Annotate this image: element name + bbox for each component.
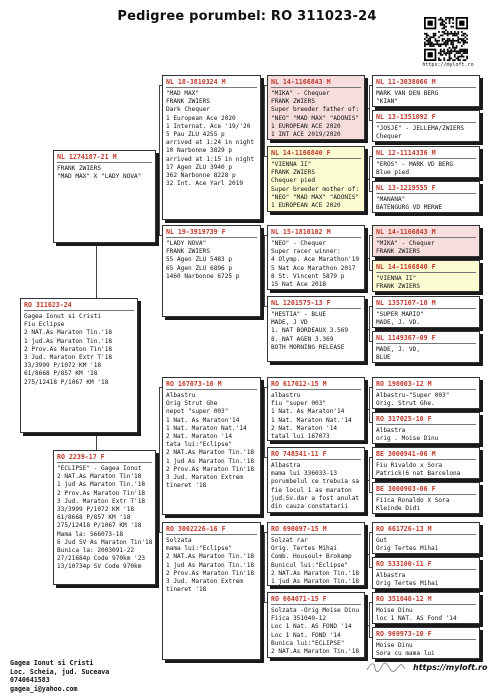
- ring-number: RO 748541-11 F: [271, 450, 327, 458]
- card-line: Orig Tertes Mihai: [376, 580, 439, 588]
- pedigree-card-dd: [162, 522, 261, 660]
- card-line: Albastra: [376, 572, 406, 579]
- ring-number: NL 14-1166840 F: [376, 263, 436, 271]
- connector-line: [369, 457, 370, 492]
- ring-number: NL 13-1351092 F: [376, 113, 436, 121]
- ring-number: RO 661726-13 M: [376, 525, 432, 533]
- card-line: 15 Nat Ace 2018: [271, 281, 327, 289]
- pedigree-card-g3: [372, 146, 480, 178]
- card-line: 1 Nat. As Maraton'14: [166, 416, 240, 424]
- ring-number: RO 2239-17 F: [57, 453, 105, 461]
- card-line: orig . Moise Dinu: [376, 435, 439, 443]
- card-line: FRANK ZWIERS: [57, 165, 102, 172]
- card-line: Kleinde Didi: [376, 505, 421, 513]
- card-line: 2 Nat. Maraton '14: [166, 433, 233, 441]
- card-line: Fiu Rivaldo x Sora: [376, 462, 443, 469]
- card-divider: [271, 308, 361, 309]
- pedigree-card-dds: [267, 522, 365, 586]
- card-divider: [376, 343, 476, 344]
- pedigree-card-sds: [267, 225, 365, 290]
- card-line: MARK VAN DEN BERG: [376, 90, 439, 97]
- card-line: Bunica la: 2003091-22: [57, 547, 135, 555]
- card-line: 1460 Narbonne 6725 p: [166, 272, 240, 280]
- ring-number: RO 3002226-16 F: [166, 525, 226, 533]
- card-line: 5 Pau ZLU 4255 p: [166, 131, 225, 139]
- card-line: "NEO" - Chequer: [271, 240, 327, 247]
- breeder-name: Gagea Ionut si Cristi: [10, 659, 94, 667]
- card-line: 2 NAT.As Maraton Tin.'18: [24, 329, 113, 337]
- connector-line: [369, 387, 370, 422]
- card-line: Mama la: 566073-18: [57, 530, 124, 538]
- card-line: 2 Prov.As Maraton Tin'18: [24, 345, 113, 353]
- card-line: Fiica 351040-12: [271, 615, 327, 623]
- card-line: porumbelul ce trebuia sa: [271, 478, 360, 486]
- ring-number: NL 14-1166843 M: [271, 78, 331, 86]
- card-line: BOTH MORNING RELEASE: [271, 343, 345, 351]
- card-divider: [376, 272, 476, 273]
- card-line: "NEO" "MAD MAX" "ADONIS": [271, 114, 360, 122]
- card-line: 1 jud As Maraton Tin.'18: [166, 561, 255, 569]
- card-line: Patrick(6 nat Barcelona: [376, 470, 461, 478]
- connector-line: [264, 85, 265, 156]
- card-line: 4 Olymp. Ace Marathon'19: [271, 256, 360, 264]
- card-line: 2 NAT.As Maraton Tin.'18: [271, 648, 360, 656]
- card-line: arrived at 1:24 in night: [166, 139, 255, 147]
- ring-number: NL 12-1114336 M: [376, 149, 436, 157]
- ring-number: RO 617012-15 M: [271, 380, 327, 388]
- card-line: "MIKA" - Chequer: [271, 90, 330, 97]
- qr-code-url: https://myloft.ro: [422, 62, 474, 68]
- card-divider: [57, 162, 152, 163]
- card-line: FRANK ZWIERS: [166, 248, 211, 256]
- ring-number: BE 3000903-06 F: [376, 485, 436, 493]
- card-divider: [166, 389, 257, 390]
- card-line: Orig. Strut Ghe.: [376, 400, 435, 408]
- card-line: jud.Sv.dar a fost anulat: [271, 494, 360, 502]
- ring-number: NL 1357107-10 M: [376, 299, 436, 307]
- connector-line: [264, 532, 265, 602]
- card-line: Solzata -Orig Moise Dinu: [271, 607, 360, 614]
- card-divider: [271, 389, 361, 390]
- connector-line: [369, 85, 370, 120]
- card-line: mama lui:"Eclipse": [166, 545, 233, 553]
- card-divider: [57, 462, 152, 463]
- card-divider: [271, 158, 361, 159]
- breeder-phone: 0740641583: [10, 676, 50, 684]
- card-line: MADE, J VD: [271, 319, 308, 327]
- pedigree-card-g12: [372, 482, 480, 514]
- card-line: Super racer winner:: [271, 248, 341, 256]
- card-line: tineret '18: [166, 586, 207, 594]
- ring-number: NL 14-1166843 M: [376, 228, 436, 236]
- card-divider: [271, 237, 361, 238]
- card-line: din cauza constatarii: [271, 503, 349, 511]
- connector-line: [264, 235, 265, 306]
- card-divider: [271, 87, 361, 88]
- card-line: Moise Dinu: [376, 607, 413, 614]
- card-divider: [271, 604, 361, 605]
- card-divider: [271, 534, 361, 535]
- breeder-email: gagea_i@yahoo.com: [10, 684, 78, 693]
- card-line: Gagea Ionut si Cristi: [24, 313, 102, 320]
- ring-number: BE 3000941-06 M: [376, 450, 436, 458]
- card-line: Dark Chequer: [166, 106, 211, 114]
- card-line: 275/12418 P/1067 KM '18: [57, 522, 142, 530]
- card-divider: [166, 87, 257, 88]
- ring-number: NL 18-3810324 M: [166, 78, 226, 86]
- pedigree-card-g11: [372, 447, 480, 479]
- card-line: 1 INT ACE 2019/2020: [271, 131, 341, 139]
- card-line: loc 1 NAT. AS Fond '14: [376, 615, 457, 623]
- card-line: 8. NAT AGEN 3.369: [271, 335, 334, 343]
- card-divider: [24, 310, 134, 311]
- pedigree-card-sss: [267, 75, 365, 140]
- card-line: "MIKA" - Chequer: [376, 240, 435, 247]
- pedigree-card-ds: [162, 377, 261, 515]
- card-line: 1 EUROPEAN ACE 2020: [271, 202, 341, 210]
- card-line: 1 Internat. Ace '19/'20: [166, 122, 251, 130]
- pedigree-card-g6: [372, 260, 480, 292]
- card-line: 3 Jud. Maraton Extr T'18: [24, 354, 113, 362]
- ring-number: NL 14-1166840 F: [271, 149, 331, 157]
- pedigree-card-g10: [372, 412, 480, 444]
- card-line: FRANK ZWIERS: [271, 98, 316, 106]
- card-line: FRANK ZWIERS: [166, 98, 211, 106]
- pedigree-card-sdd: [267, 296, 365, 362]
- card-line: Gut: [376, 537, 388, 544]
- pedigree-card-sire: [53, 150, 156, 243]
- card-line: 2 Prov.As Maraton Tin'18: [166, 465, 255, 473]
- card-line: 33/3999 P/1072 KM '18: [57, 506, 135, 514]
- card-line: Comb. Housoul+ Brokamp: [271, 553, 352, 561]
- connector-line: [159, 387, 160, 532]
- breeder-address: Loc. Scheia, jud. Suceava: [10, 667, 110, 676]
- ring-number: NL 1149367-09 F: [376, 334, 436, 342]
- card-line: tata lui:"Eclipse": [166, 441, 233, 449]
- card-line: Blue pied: [376, 169, 410, 177]
- card-line: FRANK ZWIERS: [376, 283, 421, 291]
- card-line: 1 Nat. As Maraton'14: [271, 408, 345, 416]
- card-divider: [166, 534, 257, 535]
- card-line: "EROS" - MARK VD BERG: [376, 161, 454, 168]
- card-line: BATENGURG VD MERWE: [376, 204, 443, 212]
- card-line: 362 Narbonne 8228 p: [166, 172, 236, 180]
- card-line: 2 Prov.As Maraton Tin'18: [57, 489, 146, 497]
- card-line: Albastru: [166, 392, 196, 399]
- ring-number: NL 13-1219555 F: [376, 184, 436, 192]
- card-line: 1 jud.As Maraton Tin.'18: [24, 337, 113, 345]
- card-line: 1 jud As Maraton Tin.'18: [57, 481, 146, 489]
- card-line: 65 Agen ZLU 6896 p: [166, 264, 233, 272]
- card-line: Orig. Tertes Mihai: [271, 545, 338, 553]
- card-line: 2 NAT.As Maraton Tin.'18: [166, 553, 255, 561]
- card-line: 6 Jud SV As Maraton Tin'18: [57, 538, 153, 546]
- ring-number: NL 15-1810102 M: [271, 228, 331, 236]
- card-line: fie locul 1 as maraton: [271, 486, 352, 494]
- card-line: 33/3999 P/1072 KM '18: [24, 362, 102, 370]
- connector-line: [159, 85, 160, 235]
- card-line: Orig Strut Ghe: [166, 400, 218, 408]
- card-line: Chequer pied: [271, 177, 316, 185]
- ring-number: RO 969973-10 F: [376, 630, 432, 638]
- footer-url[interactable]: https://myloft.ro: [413, 663, 488, 672]
- pedigree-card-dam: [53, 450, 156, 585]
- card-line: Loc 1 Nat. AS FOND '14: [271, 623, 352, 631]
- card-line: "HESTIA" - BLUE: [271, 311, 327, 318]
- card-divider: [376, 604, 476, 605]
- ring-number: RO 311023-24: [24, 301, 72, 309]
- card-line: 2 NAT.As Maraton Tin'18: [57, 473, 142, 481]
- breeder-contact: [10, 659, 109, 693]
- card-line: 17 Agen ZLU 3940 p: [166, 163, 233, 171]
- card-line: 3 Jud. Maraton Extrem: [166, 474, 244, 482]
- connector-line: [264, 387, 265, 457]
- card-line: "KIAN": [376, 98, 399, 106]
- ring-number: RO 533100-11 F: [376, 560, 432, 568]
- card-line: albastru: [271, 392, 301, 399]
- card-divider: [271, 459, 361, 460]
- card-line: 13/10734p SV Code 970km: [57, 563, 142, 571]
- card-divider: [376, 193, 476, 194]
- card-line: Super breeder mother of:: [271, 185, 360, 193]
- card-line: Sora cu mama lui: [376, 650, 435, 658]
- pedigree-card-g1: [372, 75, 480, 107]
- card-line: "NEO" "MAD MAX" "ADONIS": [271, 193, 360, 201]
- card-line: tineret '18: [166, 482, 207, 490]
- pedigree-card-subject: [20, 298, 138, 433]
- card-line: 2 Nat. Maraton '14: [271, 424, 338, 432]
- card-line: 1. NAT BORDEAUX 3.569: [271, 327, 349, 335]
- card-line: "SUPER MARIO": [376, 311, 424, 318]
- ring-number: RO 664071-15 F: [271, 595, 327, 603]
- pedigree-card-g13: [372, 522, 480, 554]
- card-line: Moise Dinu: [376, 642, 413, 649]
- card-line: Fiu Eclipse: [24, 321, 65, 329]
- card-divider: [376, 494, 476, 495]
- card-line: arrived at 1:15 in night: [166, 155, 255, 163]
- card-line: "MAD MAX": [166, 90, 200, 97]
- pedigree-card-g2: [372, 110, 480, 142]
- card-line: "VIENNA II": [271, 161, 312, 168]
- card-line: 61/8668 P/857 KM '18: [24, 370, 98, 378]
- ring-number: RO 167073-16 M: [166, 380, 222, 388]
- card-line: FRANK ZWIERS: [271, 169, 316, 177]
- pedigree-card-ss: [162, 75, 261, 220]
- pedigree-card-g8: [372, 331, 480, 363]
- card-divider: [376, 639, 476, 640]
- card-line: "JOSJE" - JELLEMA/ZWIERS: [376, 125, 465, 132]
- connector-line: [369, 306, 370, 341]
- pedigree-card-g5: [372, 225, 480, 257]
- card-line: Bunica lui:"ECLIPSE": [271, 639, 345, 647]
- card-line: 1 jud As Maraton Tin.'18: [166, 457, 255, 465]
- card-divider: [376, 122, 476, 123]
- card-line: 1 jud As Maraton Tin.'18: [271, 578, 360, 586]
- card-line: 3 Jud. Maraton Extrem: [166, 578, 244, 586]
- card-line: 1 European Ace 2020: [166, 114, 236, 122]
- card-divider: [376, 87, 476, 88]
- pedigree-card-ddd: [267, 592, 365, 658]
- pedigree-card-dsd: [267, 447, 365, 513]
- card-line: nepot "super 003": [166, 408, 229, 416]
- card-divider: [376, 569, 476, 570]
- card-line: 27/21684p Code 970km '23: [57, 555, 146, 563]
- card-divider: [376, 237, 476, 238]
- ring-number: RO 198003-12 M: [376, 380, 432, 388]
- card-line: MADE, J. VD,: [376, 346, 421, 353]
- connector-line: [369, 156, 370, 191]
- pedigree-card-g4: [372, 181, 480, 213]
- ring-number: RO 351040-12 M: [376, 595, 432, 603]
- pedigree-card-g16: [372, 627, 480, 659]
- card-divider: [166, 237, 257, 238]
- connector-line: [369, 602, 370, 637]
- connector-line: [369, 532, 370, 567]
- card-divider: [376, 158, 476, 159]
- card-line: 1 EUROPEAN ACE 2020: [271, 122, 341, 130]
- card-line: 275/12418 P/1067 KM '18: [24, 378, 109, 386]
- card-line: Orig Tertes Mihai: [376, 545, 439, 553]
- card-line: 55 Agen ZLU 5483 p: [166, 256, 233, 264]
- card-line: 32 Int. Ace Yarl 2019: [166, 180, 244, 188]
- ring-number: RO 317025-10 F: [376, 415, 432, 423]
- signature-icon: [365, 660, 407, 674]
- card-line: tatal lui 167073: [271, 433, 330, 441]
- ring-number: NL 11-3038066 M: [376, 78, 436, 86]
- card-line: "ECLIPSE" - Gagea Ionut: [57, 465, 142, 472]
- card-line: "MANANA": [376, 196, 406, 203]
- pedigree-card-sd: [162, 225, 261, 317]
- card-line: Fiica Ronaldo X Sora: [376, 497, 450, 504]
- card-line: MADE, J. VD.: [376, 319, 421, 327]
- card-divider: [376, 389, 476, 390]
- ring-number: NL 1201575-13 F: [271, 299, 331, 307]
- qr-code-icon: [424, 17, 468, 61]
- card-line: 10 Narbonne 3829 p: [166, 147, 233, 155]
- card-line: Solzat rar: [271, 537, 308, 544]
- card-line: 1 Nat. Maraton Nat.'14: [271, 416, 352, 424]
- card-line: Albastra: [376, 427, 406, 434]
- pedigree-card-ssd: [267, 146, 365, 212]
- card-divider: [376, 459, 476, 460]
- card-divider: [376, 534, 476, 535]
- card-line: "VIENNA II": [376, 275, 417, 282]
- ring-number: NL 1274187-21 M: [57, 153, 117, 161]
- card-line: mama lui 336033-13: [271, 470, 338, 478]
- card-line: Chequer: [376, 133, 402, 141]
- pedigree-card-g14: [372, 557, 480, 589]
- card-line: 61/8668 P/857 KM '18: [57, 514, 131, 522]
- card-line: FRANK ZWIERS: [376, 248, 421, 256]
- card-line: Albastra: [271, 462, 301, 469]
- card-line: 2 NAT.As Maraton Tin.'18: [271, 569, 360, 577]
- page-title: Pedigree porumbel: RO 311023-24: [117, 9, 377, 24]
- card-line: Solzata: [166, 537, 192, 544]
- ring-number: RO 690097-15 M: [271, 525, 327, 533]
- card-line: BLUE: [376, 354, 391, 362]
- card-line: 2 Prov.As Maraton Tin'18: [166, 569, 255, 577]
- card-line: 8 St. Vincent 5879 p: [271, 272, 345, 280]
- pedigree-card-g9: [372, 377, 480, 409]
- card-line: 3 Jud. Maraton Extr T'18: [57, 497, 146, 505]
- card-divider: [376, 308, 476, 309]
- pedigree-card-g15: [372, 592, 480, 624]
- ring-number: NL 19-3919739 F: [166, 228, 226, 236]
- connector-line: [369, 235, 370, 270]
- card-line: Super breeder father of:: [271, 106, 360, 114]
- card-line: "MAD MAX" X "LADY NOVA": [57, 173, 142, 181]
- pedigree-card-g7: [372, 296, 480, 328]
- card-line: Bunicul lui:"Eclipse": [271, 561, 349, 569]
- card-line: 2 NAT.As Maraton Tin.'18: [166, 449, 255, 457]
- card-line: Albastru-"Super 003": [376, 392, 450, 399]
- card-line: Loc 1 Nat. FOND '14: [271, 631, 341, 639]
- card-line: 5 Nat Ace Marathon 2017: [271, 264, 356, 272]
- card-line: "LADY NOVA": [166, 240, 207, 247]
- card-divider: [376, 424, 476, 425]
- card-line: 1 Nat. Maraton Nat.'14: [166, 424, 247, 432]
- card-line: fiu "super 003": [271, 400, 327, 408]
- pedigree-card-dss: [267, 377, 365, 441]
